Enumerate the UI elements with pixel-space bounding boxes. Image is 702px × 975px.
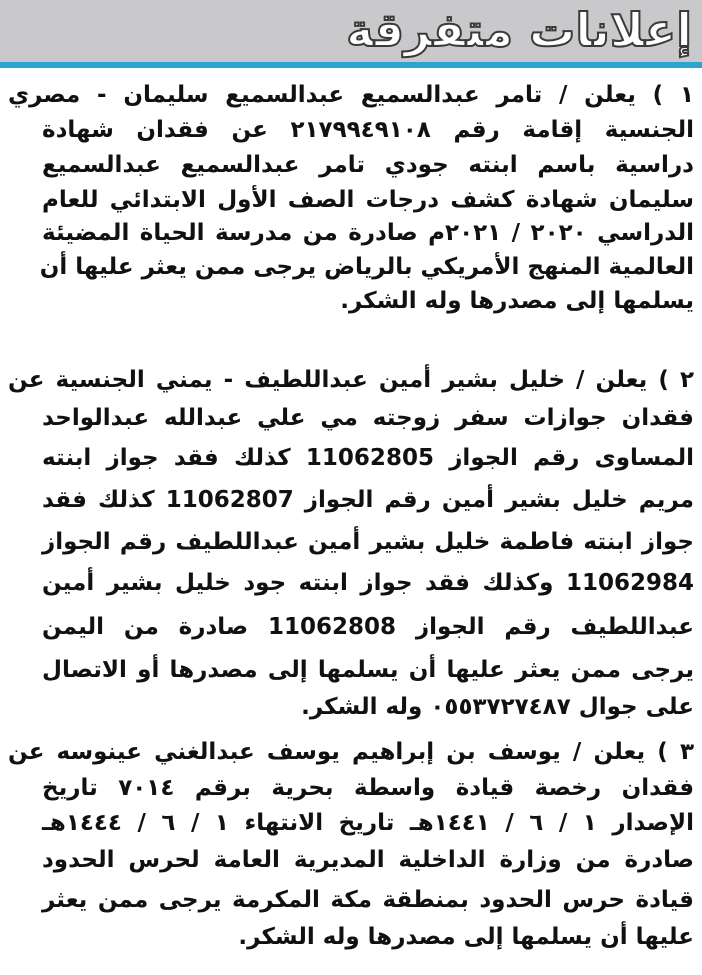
ad-text-line: فقدان رخصة قيادة واسطة بحرية برقم ٧٠١٤ تاريخ [42, 775, 694, 801]
ad-text-line: فقدان جوازات سفر زوجته مي علي عبدالله عبدالواحد [42, 405, 694, 431]
ad-text-line: يرجى ممن يعثر عليها أن يسلمها إلى مصدرها أو الاتصال [42, 657, 694, 683]
ad-text-line: دراسية باسم ابنته جودي تامر عبدالسميع عبدالسميع [42, 152, 694, 178]
ad-text-line: عليها أن يسلمها إلى مصدرها وله الشكر. [238, 924, 694, 950]
ad-text-line: يسلمها إلى مصدرها وله الشكر. [340, 288, 694, 314]
header-divider [0, 62, 702, 68]
ad-text-line: جواز ابنته فاطمة خليل بشير أمين عبداللطيف رقم الجواز [42, 529, 694, 555]
ad-text-line: الدراسي ٢٠٢٠ / ٢٠٢١م صادرة من مدرسة الحياة المضيئة [42, 220, 694, 246]
section-header [0, 0, 702, 62]
ad-text-line: على جوال ٠٥٥٣٧٢٧٤٨٧ وله الشكر. [301, 694, 694, 720]
ad-text-line: مريم خليل بشير أمين رقم الجواز 11062807 كذلك فقد [42, 487, 694, 513]
ad-text-line: 11062984 وكذلك فقد جواز ابنته جود خليل بشير أمين [42, 570, 694, 596]
ad-text-line: سليمان شهادة كشف درجات الصف الأول الابتدائي للعام [42, 187, 694, 213]
ad-text-line: الإصدار ١ / ٦ / ١٤٤١هـ تاريخ الانتهاء ١ / ٦ / ١٤٤٤هـ [42, 810, 695, 836]
ad-text-line: صادرة من وزارة الداخلية المديرية العامة لحرس الحدود [42, 847, 694, 873]
ad-text-line: ١ ) يعلن / تامر عبدالسميع عبدالسميع سليمان - مصري [8, 82, 694, 108]
ad-text-line: المساوى رقم الجواز 11062805 كذلك فقد جواز ابنته [42, 445, 694, 471]
ad-text-line: ٣ ) يعلن / يوسف بن إبراهيم يوسف عبدالغني عينوسه عن [8, 739, 694, 765]
ad-text-line: العالمية المنهج الأمريكي بالرياض يرجى ممن يعثر عليها أن [39, 254, 694, 280]
ad-text-line: الجنسية إقامة رقم ٢١٧٩٩٤٩١٠٨ عن فقدان شهادة [42, 117, 695, 143]
header-title: إعلانات متفرقة [346, 3, 692, 57]
ad-text-line: ٢ ) يعلن / خليل بشير أمين عبداللطيف - يمني الجنسية عن [8, 367, 694, 393]
ad-text-line: عبداللطيف رقم الجواز 11062808 صادرة من اليمن [42, 614, 695, 640]
ad-text-line: قيادة حرس الحدود بمنطقة مكة المكرمة يرجى ممن يعثر [42, 887, 694, 913]
